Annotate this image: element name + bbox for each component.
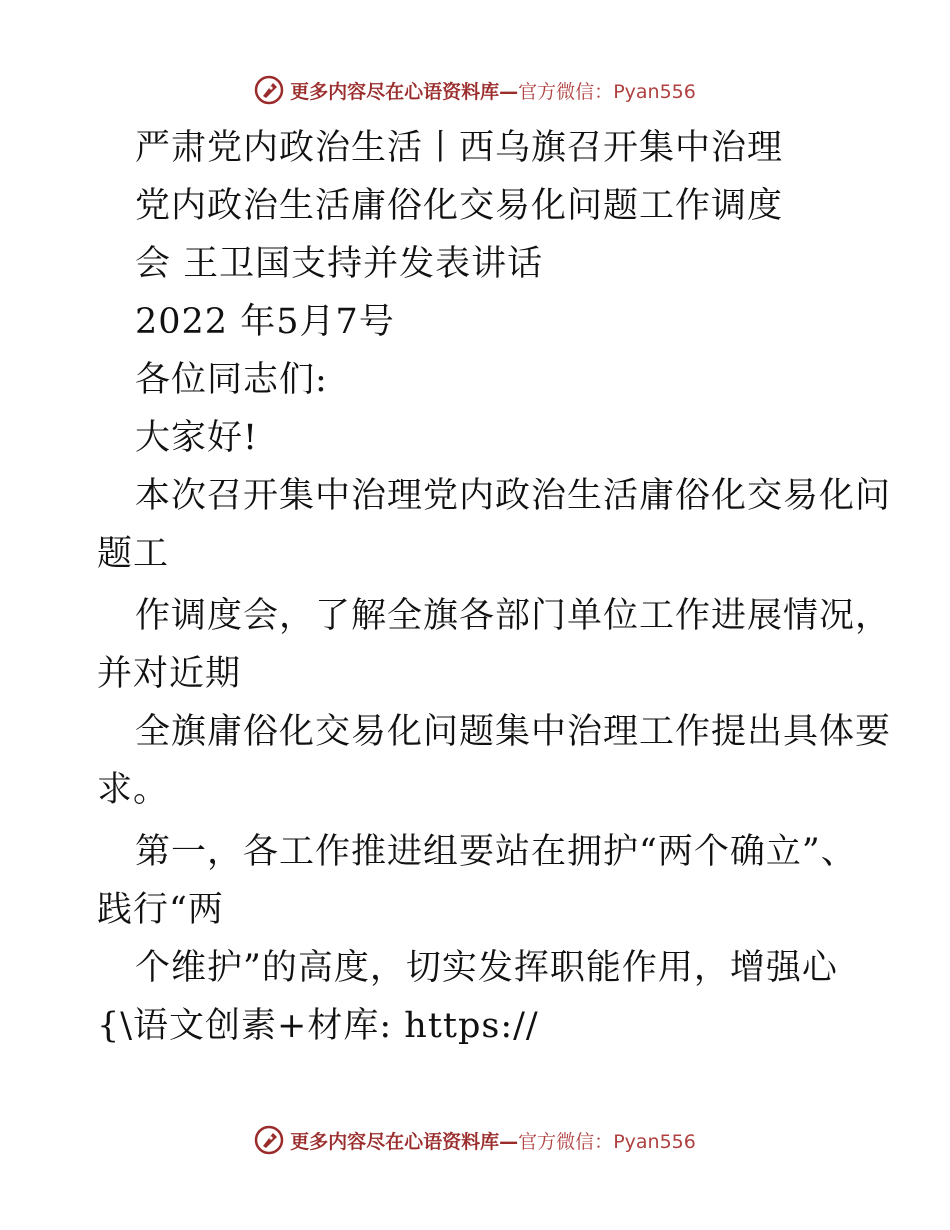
banner-main-text: 更多内容尽在心语资料库 (290, 80, 500, 103)
greeting-line: 大家好! (135, 418, 259, 458)
paragraph-line: 并对近期 (97, 654, 242, 694)
paragraph-line: 践行“两 (97, 890, 224, 930)
salutation-line: 各位同志们: (135, 360, 328, 400)
paragraph-line: 个维护”的高度，切实发挥职能作用，增强心 (135, 948, 838, 988)
date-line: 2022 年5月7号 (135, 302, 395, 342)
banner-text (290, 1127, 696, 1154)
title-line-2: 党内政治生活庸俗化交易化问题工作调度 (135, 186, 784, 226)
title-line-3: 会 王卫国支持并发表讲话 (135, 244, 544, 284)
banner-dash: — (499, 1130, 519, 1153)
pen-nib-logo-icon (254, 1125, 284, 1155)
paragraph-line: 第一，各工作推进组要站在拥护“两个确立”、 (135, 832, 857, 872)
banner-dash: — (499, 80, 519, 103)
paragraph-line: 作调度会，了解全旗各部门单位工作进展情况， (135, 596, 892, 636)
banner-text (290, 77, 696, 104)
footer-banner (0, 1120, 950, 1160)
pen-nib-logo-icon (254, 75, 284, 105)
paragraph-line: 本次召开集中治理党内政治生活庸俗化交易化问 (135, 476, 892, 516)
paragraph-line: {\语文创素+材库: https:// (97, 1006, 539, 1046)
banner-wechat-id: Pyan556 (613, 1130, 696, 1153)
banner-wechat-label: 官方微信： (518, 1130, 614, 1153)
banner-main-text: 更多内容尽在心语资料库 (290, 1130, 500, 1153)
paragraph-line: 求。 (97, 770, 170, 810)
banner-wechat-id: Pyan556 (613, 80, 696, 103)
paragraph-line: 题工 (97, 534, 170, 574)
paragraph-line: 全旗庸俗化交易化问题集中治理工作提出具体要 (135, 712, 892, 752)
title-line-1: 严肃党内政治生活丨西乌旗召开集中治理 (135, 128, 784, 168)
header-banner (0, 70, 950, 110)
banner-wechat-label: 官方微信： (518, 80, 614, 103)
